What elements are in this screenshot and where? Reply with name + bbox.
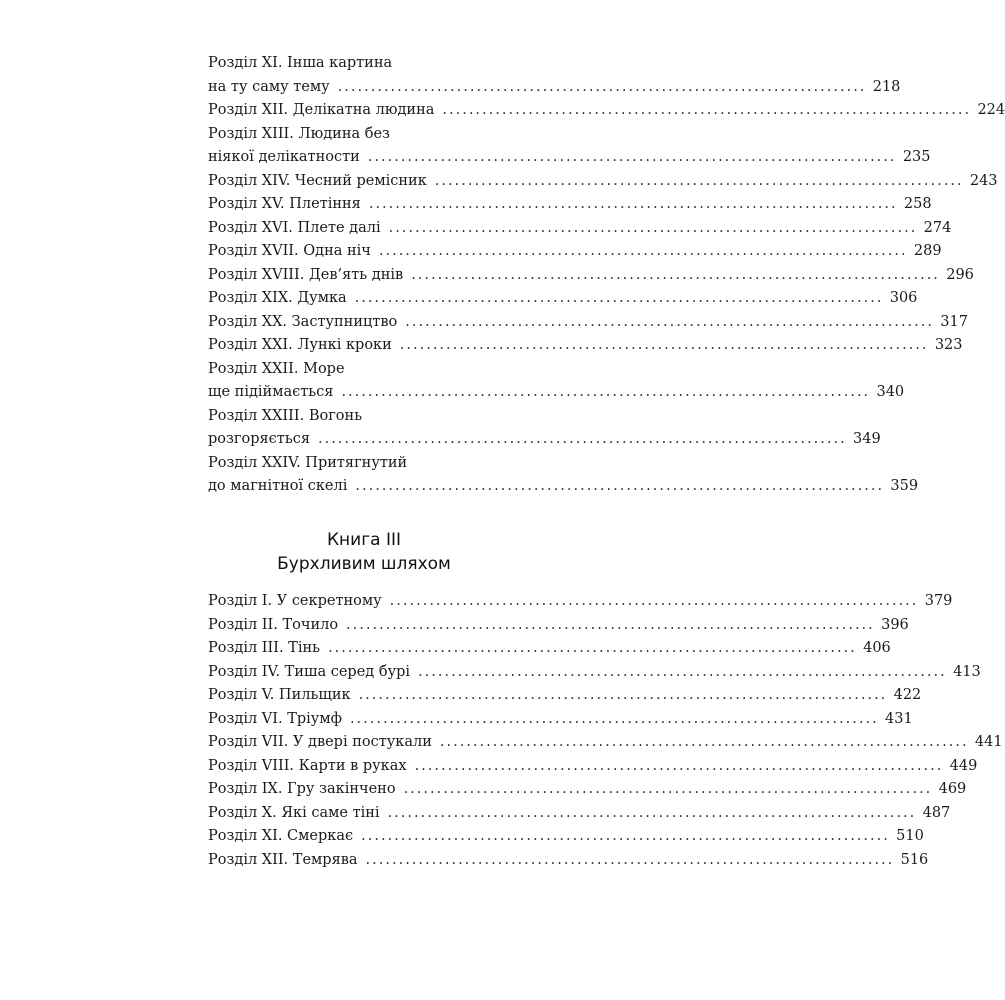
toc-entry-line xyxy=(208,193,932,217)
toc-entry-line xyxy=(208,849,929,873)
toc-entry xyxy=(208,708,913,732)
dot-leader: ................................................................................ xyxy=(403,781,933,797)
toc-entry xyxy=(208,849,929,873)
dot-leader: ................................................................................ xyxy=(418,663,947,680)
toc-entry-line xyxy=(208,452,536,476)
chapter-title: Розділ XVII. Одна ніч xyxy=(208,243,371,259)
dot-leader: ................................................................................ xyxy=(405,313,934,330)
chapter-title: Розділ VI. Тріумф xyxy=(208,710,342,727)
dot-leader: ................................................................................ xyxy=(317,431,847,447)
page-number: 243 xyxy=(969,172,998,189)
dot-leader: ................................................................................ xyxy=(388,219,918,236)
dot-leader: ................................................................................ xyxy=(328,640,857,656)
table-of-contents-book-2 xyxy=(208,52,1005,499)
chapter-title: на ту саму тему xyxy=(208,78,330,95)
page-number: 296 xyxy=(946,266,974,283)
toc-entry-line xyxy=(208,731,1003,755)
toc-entry xyxy=(208,452,919,499)
page-number: 396 xyxy=(881,616,909,633)
toc-entry-line xyxy=(208,240,942,264)
dot-leader: ................................................................................ xyxy=(365,851,895,868)
chapter-title: Розділ XII. Делікатна людина xyxy=(208,102,435,118)
toc-entry xyxy=(208,614,909,638)
page-number: 469 xyxy=(938,781,967,797)
toc-entry xyxy=(208,334,963,358)
chapter-title: ніякої делікатности xyxy=(208,149,360,165)
toc-entry-line xyxy=(208,475,919,499)
toc-entry-line xyxy=(208,311,968,335)
page-number: 422 xyxy=(893,687,922,703)
page-number: 349 xyxy=(853,431,881,447)
toc-entry xyxy=(208,731,1003,755)
toc-entry xyxy=(208,311,968,335)
dot-leader: ................................................................................ xyxy=(346,616,875,633)
page-number: 406 xyxy=(863,640,891,656)
chapter-title: Розділ I. У секретному xyxy=(208,593,382,609)
toc-entry-line xyxy=(208,358,536,382)
toc-entry-line xyxy=(208,825,924,849)
chapter-title: Розділ XXIV. Притягнутий xyxy=(208,454,408,471)
toc-entry-line xyxy=(208,264,974,288)
dot-leader: ................................................................................ xyxy=(367,149,897,165)
toc-entry xyxy=(208,405,881,452)
dot-leader: ................................................................................ xyxy=(399,337,929,353)
page-number: 487 xyxy=(922,804,951,821)
dot-leader: ................................................................................ xyxy=(337,78,867,95)
page-number: 441 xyxy=(974,734,1003,750)
toc-entry-line xyxy=(208,287,918,311)
toc-entry-line xyxy=(208,802,951,826)
chapter-title: Розділ V. Пильщик xyxy=(208,687,351,703)
toc-entry-line xyxy=(208,661,981,685)
dot-leader: ................................................................................ xyxy=(434,172,964,189)
chapter-title: Розділ XXIII. Вогонь xyxy=(208,407,363,424)
book-heading xyxy=(0,528,728,576)
page-number: 379 xyxy=(924,593,953,609)
page-number: 289 xyxy=(913,243,942,259)
chapter-title: Розділ II. Точило xyxy=(208,616,339,633)
toc-entry xyxy=(208,170,998,194)
chapter-title: Розділ XIX. Думка xyxy=(208,290,347,306)
toc-entry xyxy=(208,240,942,264)
toc-entry-line xyxy=(208,778,967,802)
chapter-title: Розділ VIII. Карти в руках xyxy=(208,757,407,774)
toc-entry-line xyxy=(208,99,1005,123)
chapter-title: Розділ IV. Тиша серед бурі xyxy=(208,663,411,680)
page-number: 224 xyxy=(977,102,1005,118)
page-number: 306 xyxy=(889,290,918,306)
toc-entry xyxy=(208,684,922,708)
dot-leader: ................................................................................ xyxy=(439,734,969,750)
page-number: 317 xyxy=(940,313,968,330)
page-number: 359 xyxy=(890,478,919,494)
dot-leader: ................................................................................ xyxy=(355,478,885,494)
dot-leader: ................................................................................ xyxy=(414,757,944,774)
chapter-title: Розділ IX. Гру закінчено xyxy=(208,781,396,797)
toc-entry-line xyxy=(208,708,913,732)
chapter-title: Розділ XI. Інша картина xyxy=(208,55,393,71)
chapter-title: Розділ XX. Заступництво xyxy=(208,313,398,330)
toc-entry xyxy=(208,193,932,217)
chapter-title: до магнітної скелі xyxy=(208,478,348,494)
chapter-title: Розділ XI. Смеркає xyxy=(208,828,354,844)
dot-leader: ................................................................................ xyxy=(378,243,908,259)
dot-leader: ................................................................................ xyxy=(349,710,879,727)
toc-entry-line xyxy=(208,428,881,452)
table-of-contents-book-3 xyxy=(208,590,1003,872)
toc-entry-line xyxy=(208,217,952,241)
chapter-title: Розділ VII. У двері постукали xyxy=(208,734,432,750)
toc-entry-line xyxy=(208,381,905,405)
page-number: 449 xyxy=(949,757,978,774)
page-number: 413 xyxy=(953,663,981,680)
dot-leader: ................................................................................ xyxy=(368,196,898,212)
chapter-title: Розділ XII. Темрява xyxy=(208,851,358,868)
toc-entry-line xyxy=(208,123,536,147)
dot-leader: ................................................................................ xyxy=(354,290,884,306)
toc-entry xyxy=(208,825,924,849)
toc-entry-line xyxy=(208,334,963,358)
toc-entry xyxy=(208,661,981,685)
toc-entry xyxy=(208,590,953,614)
page-number: 340 xyxy=(876,384,905,400)
toc-entry xyxy=(208,755,978,779)
toc-entry xyxy=(208,123,931,170)
page-number: 274 xyxy=(923,219,952,236)
toc-entry-line xyxy=(208,170,998,194)
dot-leader: ................................................................................ xyxy=(411,266,940,283)
toc-entry-line xyxy=(208,637,891,661)
toc-entry xyxy=(208,264,974,288)
page-number: 516 xyxy=(900,851,929,868)
book-number: Книга III xyxy=(326,530,402,550)
chapter-title: Розділ XIII. Людина без xyxy=(208,125,390,142)
chapter-title: Розділ XXII. Море xyxy=(208,360,345,377)
chapter-title: Розділ X. Які саме тіні xyxy=(208,804,380,821)
toc-entry-line xyxy=(208,52,536,76)
book-title: Бурхливим шляхом xyxy=(277,554,451,574)
chapter-title: Розділ III. Тінь xyxy=(208,640,321,656)
toc-entry xyxy=(208,358,905,405)
dot-leader: ................................................................................ xyxy=(389,593,919,609)
toc-entry xyxy=(208,637,891,661)
toc-entry-line xyxy=(208,405,536,429)
page-number: 258 xyxy=(903,196,932,212)
dot-leader: ................................................................................ xyxy=(387,804,917,821)
toc-entry-line xyxy=(208,755,978,779)
chapter-title: Розділ XIV. Чесний ремісник xyxy=(208,172,427,189)
toc-entry-line xyxy=(208,684,922,708)
chapter-title: Розділ XVIII. Дев’ять днів xyxy=(208,266,404,283)
page-number: 510 xyxy=(896,828,924,844)
toc-entry xyxy=(208,802,951,826)
dot-leader: ................................................................................ xyxy=(442,102,972,118)
chapter-title: Розділ XXI. Лункі кроки xyxy=(208,337,392,353)
chapter-title: Розділ XV. Плетіння xyxy=(208,196,361,212)
toc-entry xyxy=(208,99,1005,123)
chapter-title: розгоряється xyxy=(208,431,310,447)
chapter-title: Розділ XVI. Плете далі xyxy=(208,219,381,236)
toc-entry-line xyxy=(208,146,931,170)
toc-entry xyxy=(208,287,918,311)
toc-entry-line xyxy=(208,76,901,100)
toc-entry xyxy=(208,52,901,99)
page-number: 218 xyxy=(872,78,901,95)
toc-entry xyxy=(208,217,952,241)
dot-leader: ................................................................................ xyxy=(358,687,888,703)
page-number: 323 xyxy=(934,337,963,353)
chapter-title: ще підіймається xyxy=(208,384,334,400)
toc-entry-line xyxy=(208,590,953,614)
dot-leader: ................................................................................ xyxy=(361,828,890,844)
page-number: 431 xyxy=(885,710,913,727)
toc-entry-line xyxy=(208,614,909,638)
toc-entry xyxy=(208,778,967,802)
page-number: 235 xyxy=(902,149,931,165)
dot-leader: ................................................................................ xyxy=(341,384,871,400)
